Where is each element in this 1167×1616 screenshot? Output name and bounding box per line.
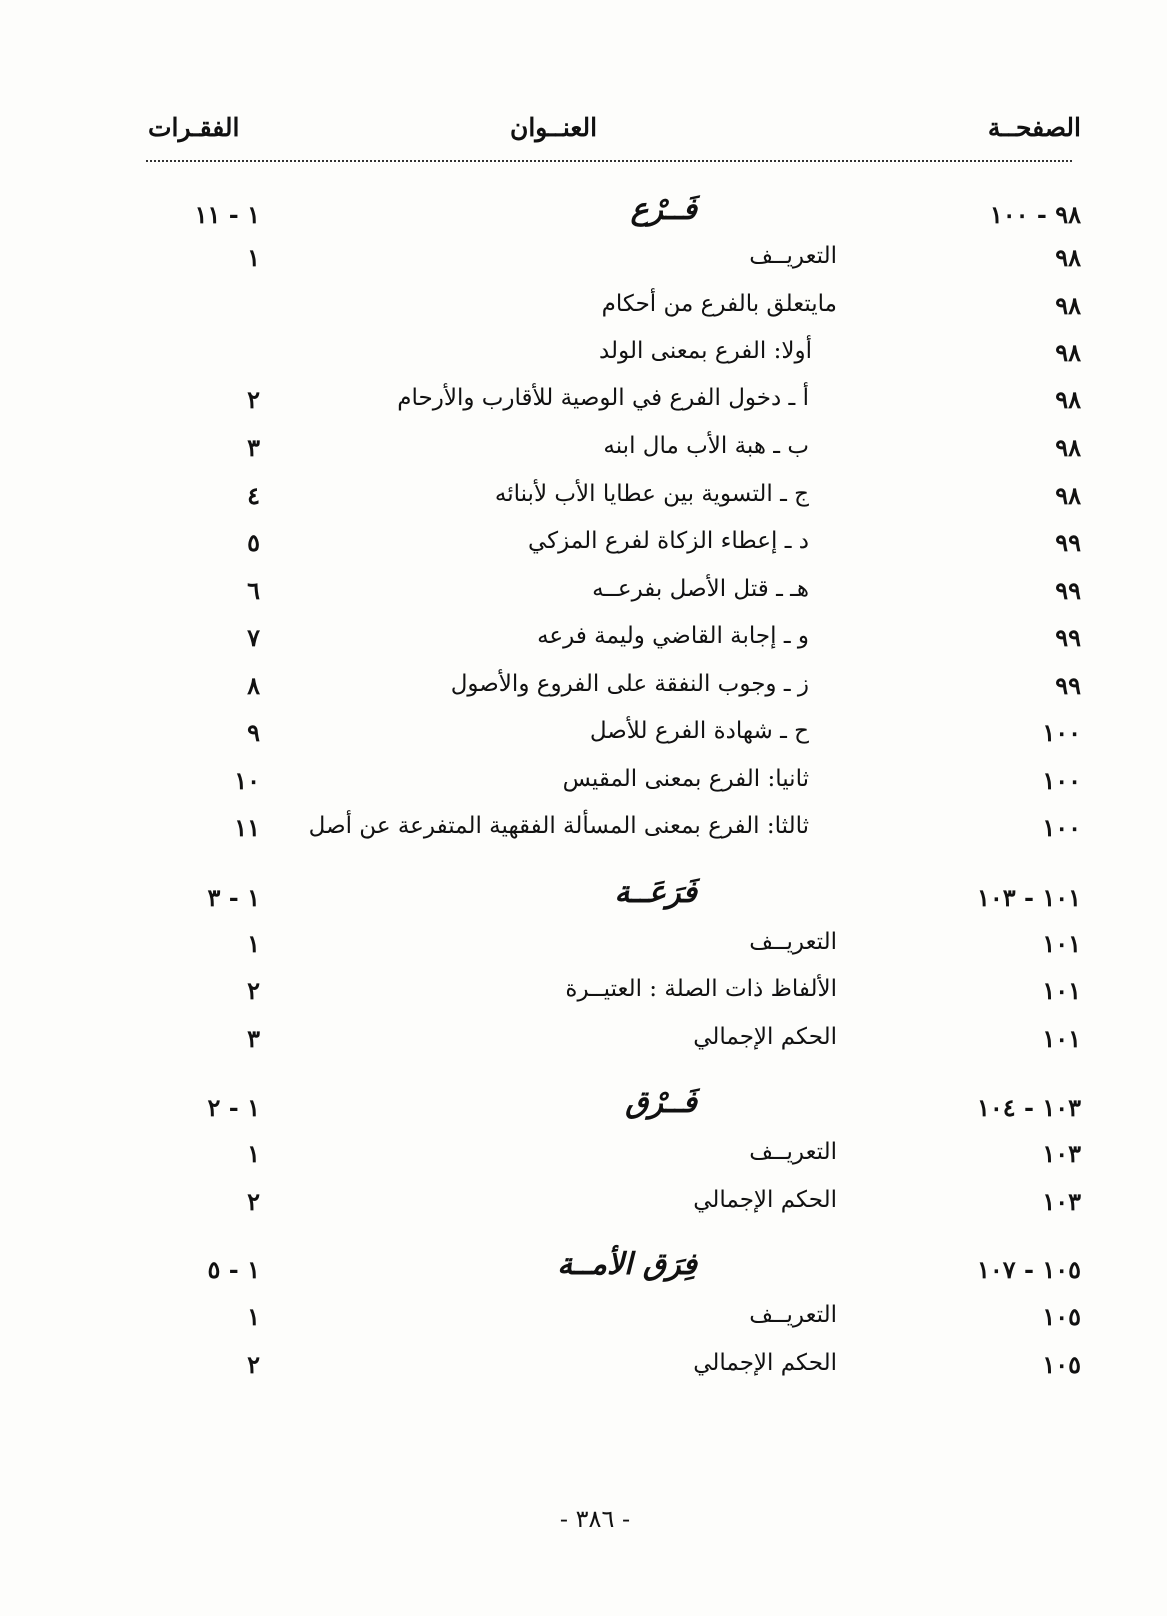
toc-paragraph-range: ٢ <box>247 1350 260 1379</box>
toc-subentry-title: ثانيا: الفرع بمعنى المقيس <box>562 766 809 792</box>
toc-subentry-title: الحكم الإجمالي <box>693 1187 837 1213</box>
toc-subentry-title: هـ ـ قتل الأصل بفرعــه <box>592 576 809 602</box>
toc-subentry-title: مايتعلق بالفرع من أحكام <box>601 291 837 317</box>
toc-paragraph-range: ٥ <box>247 528 260 557</box>
toc-subentry-title: التعريــف <box>749 1139 837 1165</box>
toc-page-number: ٩٩ <box>1055 576 1081 605</box>
toc-paragraph-range: ٢ <box>247 1187 260 1216</box>
toc-paragraph-range: ١ <box>247 243 260 272</box>
toc-heading-title: فَرَعَــة <box>614 875 697 910</box>
toc-page-number: ٩٨ - ١٠٠ <box>989 200 1081 229</box>
toc-subentry-title: ثالثا: الفرع بمعنى المسألة الفقهية المتفرعة عن أصل <box>308 813 809 839</box>
toc-paragraph-range: ٧ <box>247 623 260 652</box>
toc-page-number: ٩٨ <box>1055 291 1081 320</box>
toc-paragraph-range: ١ <box>247 929 260 958</box>
toc-subentry-title: الحكم الإجمالي <box>693 1024 837 1050</box>
toc-paragraph-range: ٨ <box>247 671 260 700</box>
toc-page-number: ١٠١ <box>1042 929 1081 958</box>
toc-paragraph-range: ١ - ١١ <box>194 200 260 229</box>
header-paragraphs-column: الفقـرات <box>148 113 240 142</box>
toc-paragraph-range: ٣ <box>247 433 260 462</box>
toc-paragraph-range: ٤ <box>247 481 260 510</box>
toc-subentry-title: ب ـ هبة الأب مال ابنه <box>603 433 809 459</box>
toc-page-number: ٩٨ <box>1055 243 1081 272</box>
toc-page-number: ١٠٣ <box>1042 1187 1081 1216</box>
toc-heading-title: فِرَق الأمــة <box>557 1247 697 1282</box>
toc-subentry-title: الحكم الإجمالي <box>693 1350 837 1376</box>
toc-subentry-title: الألفاظ ذات الصلة : العتيــرة <box>565 976 837 1002</box>
toc-page-number: ١٠٠ <box>1042 813 1081 842</box>
toc-subentry-title: أولا: الفرع بمعنى الولد <box>598 338 812 364</box>
toc-page-number: ١٠٠ <box>1042 766 1081 795</box>
toc-paragraph-range: ١ - ٣ <box>207 883 260 912</box>
toc-subentry-title: التعريــف <box>749 929 837 955</box>
toc-paragraph-range: ٣ <box>247 1024 260 1053</box>
toc-page-number: ١٠٥ <box>1042 1350 1081 1379</box>
toc-paragraph-range: ١١ <box>234 813 260 842</box>
toc-subentry-title: ز ـ وجوب النفقة على الفروع والأصول <box>450 671 809 697</box>
header-dotted-rule <box>146 160 1072 162</box>
toc-subentry-title: ج ـ التسوية بين عطايا الأب لأبنائه <box>494 481 809 507</box>
toc-page-number: ١٠١ - ١٠٣ <box>976 883 1081 912</box>
header-title-column: العنــوان <box>510 113 598 142</box>
toc-paragraph-range: ١٠ <box>234 766 260 795</box>
toc-page-number: ١٠٣ - ١٠٤ <box>976 1093 1081 1122</box>
toc-subentry-title: التعريــف <box>749 243 837 269</box>
toc-page-number: ٩٨ <box>1055 385 1081 414</box>
toc-paragraph-range: ١ - ٢ <box>207 1093 260 1122</box>
toc-heading-title: فَــرْق <box>625 1085 697 1120</box>
toc-page-number: ١٠١ <box>1042 1024 1081 1053</box>
toc-page-number: ٩٩ <box>1055 623 1081 652</box>
toc-paragraph-range: ٦ <box>247 576 260 605</box>
toc-subentry-title: د ـ إعطاء الزكاة لفرع المزكي <box>528 528 809 554</box>
toc-page-number: ١٠٥ - ١٠٧ <box>976 1255 1081 1284</box>
toc-heading-title: فَــرْع <box>630 192 697 227</box>
header-page-column: الصفحــة <box>987 113 1081 142</box>
toc-paragraph-range: ١ <box>247 1302 260 1331</box>
toc-page-number: ٩٩ <box>1055 671 1081 700</box>
toc-subentry-title: و ـ إجابة القاضي وليمة فرعه <box>537 623 809 649</box>
toc-page-number: ٩٨ <box>1055 338 1081 367</box>
toc-page-number: ١٠٥ <box>1042 1302 1081 1331</box>
toc-page-number: ١٠٠ <box>1042 718 1081 747</box>
toc-page-number: ٩٩ <box>1055 528 1081 557</box>
toc-page-number: ٩٨ <box>1055 481 1081 510</box>
toc-subentry-title: التعريــف <box>749 1302 837 1328</box>
toc-page-number: ٩٨ <box>1055 433 1081 462</box>
toc-page-number: ١٠٣ <box>1042 1139 1081 1168</box>
toc-paragraph-range: ٢ <box>247 976 260 1005</box>
toc-subentry-title: أ ـ دخول الفرع في الوصية للأقارب والأرحام <box>397 385 809 411</box>
toc-paragraph-range: ٢ <box>247 385 260 414</box>
toc-page-number: ١٠١ <box>1042 976 1081 1005</box>
toc-paragraph-range: ١ - ٥ <box>207 1255 260 1284</box>
page-folio: - ٣٨٦ - <box>559 1505 631 1533</box>
toc-subentry-title: ح ـ شهادة الفرع للأصل <box>589 718 809 744</box>
toc-paragraph-range: ٩ <box>247 718 260 747</box>
toc-paragraph-range: ١ <box>247 1139 260 1168</box>
